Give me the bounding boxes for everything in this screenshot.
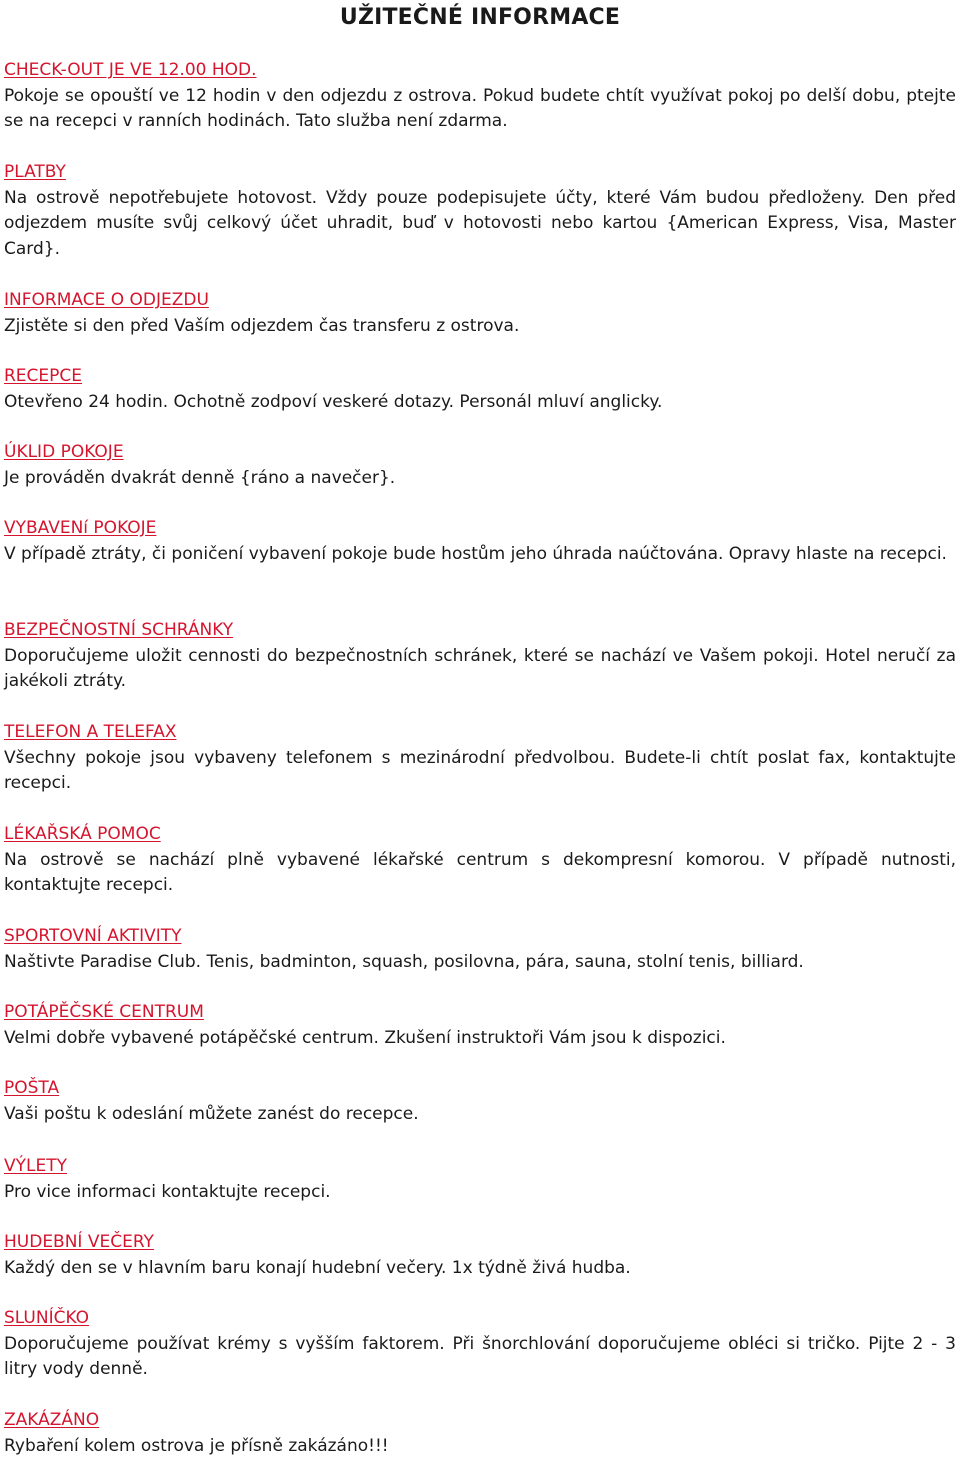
section-vybaveni-pokoje xyxy=(4,516,956,567)
section-heading: VÝLETY xyxy=(4,1156,67,1176)
section-heading: BEZPEČNOSTNÍ SCHRÁNKY xyxy=(4,620,234,640)
section-body: V případě ztráty, či poničení vybavení pokoje bude hostům jeho úhrada naúčtována. Opravy hlaste na recepci. xyxy=(4,543,947,564)
section-hudebni-vecery xyxy=(4,1230,956,1281)
section-informace-o-odjezdu xyxy=(4,288,956,339)
section-heading: PLATBY xyxy=(4,162,66,182)
section-heading: ÚKLID POKOJE xyxy=(4,442,124,462)
section-heading: LÉKAŘSKÁ POMOC xyxy=(4,824,161,844)
document-title: UŽITEČNÉ INFORMACE xyxy=(339,5,621,30)
section-vylety xyxy=(4,1154,956,1205)
section-bezpecnostni-schranky xyxy=(4,618,956,695)
section-heading: HUDEBNÍ VEČERY xyxy=(4,1232,154,1252)
section-uklid-pokoje xyxy=(4,440,956,491)
section-heading: ZAKÁZÁNO xyxy=(4,1410,100,1430)
section-recepce xyxy=(4,364,956,415)
section-checkout xyxy=(4,58,956,135)
section-slunicko xyxy=(4,1306,956,1383)
section-heading: INFORMACE O ODJEZDU xyxy=(4,290,209,310)
section-heading: SPORTOVNÍ AKTIVITY xyxy=(4,926,182,946)
section-sportovni-aktivity xyxy=(4,924,956,975)
section-heading: SLUNÍČKO xyxy=(4,1308,90,1328)
section-heading: POŠTA xyxy=(4,1078,60,1098)
section-body: Pokoje se opouští ve 12 hodin v den odjezdu z ostrova. Pokud budete chtít využívat pokoj po delší dobu, ptejte se na recepci v ranních hodinách. Tato služba není zdarma. xyxy=(4,85,956,131)
section-potapecske-centrum xyxy=(4,1000,956,1051)
section-posta xyxy=(4,1076,956,1127)
section-heading: POTÁPĚČSKÉ CENTRUM xyxy=(4,1002,204,1022)
section-lekarska-pomoc xyxy=(4,822,956,899)
section-body: Je prováděn dvakrát denně {ráno a navečer}. xyxy=(4,467,396,488)
section-zakazano xyxy=(4,1408,956,1459)
section-body: Naštivte Paradise Club. Tenis, badminton, squash, posilovna, pára, sauna, stolní tenis, billiard. xyxy=(4,951,804,972)
section-body: Rybaření kolem ostrova je přísně zakázáno!!! xyxy=(4,1435,389,1456)
section-body: Vaši poštu k odeslání můžete zanést do recepce. xyxy=(4,1103,419,1124)
section-body: Doporučujeme uložit cennosti do bezpečnostních schránek, které se nachází ve Vašem pokoji. Hotel neručí za jakékoli ztráty. xyxy=(4,645,956,691)
section-body: Každý den se v hlavním baru konají hudební večery. 1x týdně živá hudba. xyxy=(4,1257,631,1278)
section-telefon-a-telefax xyxy=(4,720,956,797)
section-heading: VYBAVENí POKOJE xyxy=(4,518,157,538)
section-heading: RECEPCE xyxy=(4,366,83,386)
section-body: Zjistěte si den před Vaším odjezdem čas transferu z ostrova. xyxy=(4,315,520,336)
section-body: Na ostrově nepotřebujete hotovost. Vždy pouze podepisujete účty, které Vám budou předloženy. Den před odjezdem musíte svůj celkový účet uhradit, buď v hotovosti nebo kartou {American Express, Visa, Master Card}. xyxy=(4,187,956,259)
section-body: Všechny pokoje jsou vybaveny telefonem s mezinárodní předvolbou. Budete-li chtít poslat fax, kontaktujte recepci. xyxy=(4,747,956,793)
section-body: Velmi dobře vybavené potápěčské centrum. Zkušení instruktoři Vám jsou k dispozici. xyxy=(4,1027,726,1048)
section-body: Pro vice informaci kontaktujte recepci. xyxy=(4,1181,331,1202)
section-body: Doporučujeme používat krémy s vyšším faktorem. Při šnorchlování doporučujeme obléci si tričko. Pijte 2 - 3 litry vody denně. xyxy=(4,1333,956,1379)
section-platby xyxy=(4,160,956,262)
section-heading: CHECK-OUT JE VE 12.00 HOD. xyxy=(4,60,257,80)
section-body: Otevřeno 24 hodin. Ochotně zodpoví veskeré dotazy. Personál mluví anglicky. xyxy=(4,391,663,412)
section-heading: TELEFON A TELEFAX xyxy=(4,722,177,742)
section-body: Na ostrově se nachází plně vybavené lékařské centrum s dekompresní komorou. V případě nutnosti, kontaktujte recepci. xyxy=(4,849,956,895)
